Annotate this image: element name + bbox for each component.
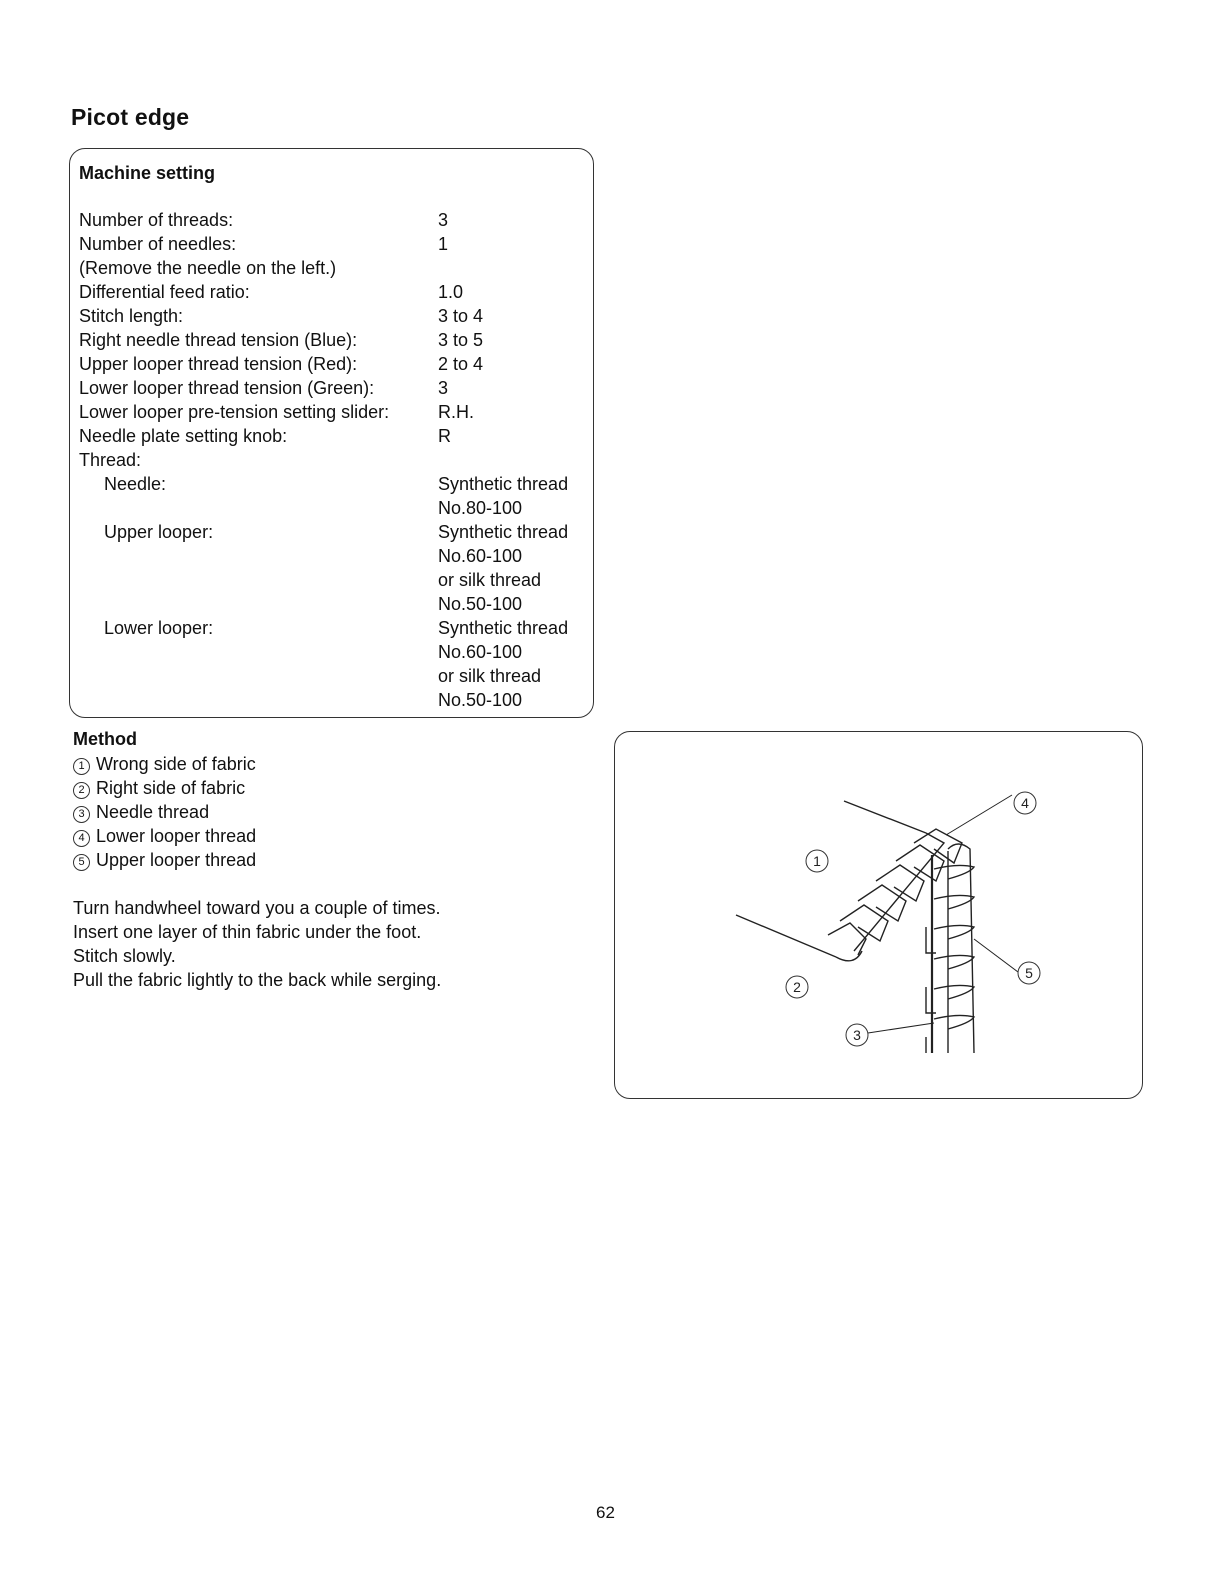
setting-label: Number of threads:: [79, 210, 234, 230]
method-item: [73, 776, 256, 800]
number-circle-icon: 4: [73, 830, 90, 847]
setting-row: [79, 232, 599, 256]
vertical-stitch-loop: [934, 985, 974, 999]
callout-label: 1: [813, 853, 821, 869]
callout-label: 5: [1025, 965, 1033, 981]
number-circle-icon: 5: [73, 854, 90, 871]
number-circle-icon: 1: [73, 758, 90, 775]
setting-row: [79, 496, 599, 520]
instructions: [73, 896, 441, 992]
machine-setting-list: [79, 208, 599, 712]
setting-value: or silk thread: [438, 666, 542, 686]
setting-value: No.80-100: [438, 498, 523, 518]
setting-value: R: [438, 426, 451, 446]
callout-leader-5: [974, 939, 1022, 975]
setting-value: No.60-100: [438, 546, 523, 566]
method-list: [73, 752, 256, 872]
setting-label: Lower looper thread tension (Green):: [79, 378, 375, 398]
method-item: [73, 800, 256, 824]
setting-label: Right needle thread tension (Blue):: [79, 330, 358, 350]
setting-value: 1.0: [438, 282, 464, 302]
page-title: Picot edge: [71, 104, 190, 130]
instruction-line: Pull the fabric lightly to the back while serging.: [73, 970, 442, 990]
vertical-stitch-loop: [934, 925, 974, 939]
setting-label: Upper looper:: [104, 522, 214, 542]
method-item-text: Upper looper thread: [96, 850, 257, 870]
instruction-line: Stitch slowly.: [73, 946, 176, 966]
setting-label: Differential feed ratio:: [79, 282, 250, 302]
fabric-edge-line: [844, 801, 926, 833]
method-heading: Method: [73, 729, 137, 749]
page-number: 62: [596, 1503, 615, 1522]
setting-row: [79, 208, 599, 232]
setting-label: (Remove the needle on the left.): [79, 258, 337, 278]
setting-row: [79, 568, 599, 592]
vertical-stitch-loop: [934, 1015, 974, 1029]
callout-leader-4: [946, 795, 1012, 835]
fabric-corner-curve: [836, 951, 862, 961]
setting-value: 3 to 5: [438, 330, 484, 350]
setting-label: Lower looper:: [104, 618, 214, 638]
setting-value: 3: [438, 210, 449, 230]
vertical-stitch-loop: [934, 955, 974, 969]
setting-row: [79, 472, 599, 496]
setting-value: 3: [438, 378, 449, 398]
setting-value: No.50-100: [438, 690, 523, 710]
setting-value: 3 to 4: [438, 306, 484, 326]
setting-value: 2 to 4: [438, 354, 484, 374]
setting-row: [79, 592, 599, 616]
machine-setting-heading: Machine setting: [79, 163, 216, 183]
instruction-line: Insert one layer of thin fabric under the foot.: [73, 922, 422, 942]
number-circle-icon: 2: [73, 782, 90, 799]
setting-label: Needle plate setting knob:: [79, 426, 288, 446]
setting-row: [79, 280, 599, 304]
instruction-line: Turn handwheel toward you a couple of times.: [73, 898, 441, 918]
setting-value: Synthetic thread: [438, 522, 569, 542]
method-item-text: Lower looper thread: [96, 826, 257, 846]
setting-label: Thread:: [79, 450, 142, 470]
method-item: [73, 824, 256, 848]
setting-value: Synthetic thread: [438, 618, 569, 638]
setting-row: [79, 448, 599, 472]
method-item-text: Needle thread: [96, 802, 210, 822]
setting-value: Synthetic thread: [438, 474, 569, 494]
callout-label: 4: [1021, 795, 1029, 811]
setting-row: [79, 688, 599, 712]
setting-row: [79, 544, 599, 568]
method-item: [73, 848, 256, 872]
setting-row: [79, 328, 599, 352]
setting-value: 1: [438, 234, 449, 254]
setting-row: [79, 304, 599, 328]
picot-edge-illustration: [614, 731, 1143, 1099]
setting-row: [79, 400, 599, 424]
setting-label: Stitch length:: [79, 306, 184, 326]
setting-value: or silk thread: [438, 570, 542, 590]
method-item-text: Right side of fabric: [96, 778, 246, 798]
setting-label: Upper looper thread tension (Red):: [79, 354, 358, 374]
setting-row: [79, 352, 599, 376]
number-circle-icon: 3: [73, 806, 90, 823]
setting-row: [79, 520, 599, 544]
vertical-stitch-loop: [934, 895, 974, 909]
setting-row: [79, 256, 599, 280]
setting-row: [79, 376, 599, 400]
callout-leader-3: [868, 1023, 934, 1033]
setting-label: Needle:: [104, 474, 167, 494]
setting-label: Lower looper pre-tension setting slider:: [79, 402, 390, 422]
setting-value: No.50-100: [438, 594, 523, 614]
method-item: [73, 752, 256, 776]
setting-row: [79, 640, 599, 664]
setting-label: Number of needles:: [79, 234, 237, 254]
setting-row: [79, 424, 599, 448]
callout-label: 3: [853, 1027, 861, 1043]
setting-row: [79, 616, 599, 640]
setting-value: No.60-100: [438, 642, 523, 662]
setting-value: R.H.: [438, 402, 474, 422]
callout-label: 2: [793, 979, 801, 995]
setting-row: [79, 664, 599, 688]
fabric-edge-line: [736, 915, 836, 957]
method-item-text: Wrong side of fabric: [96, 754, 256, 774]
